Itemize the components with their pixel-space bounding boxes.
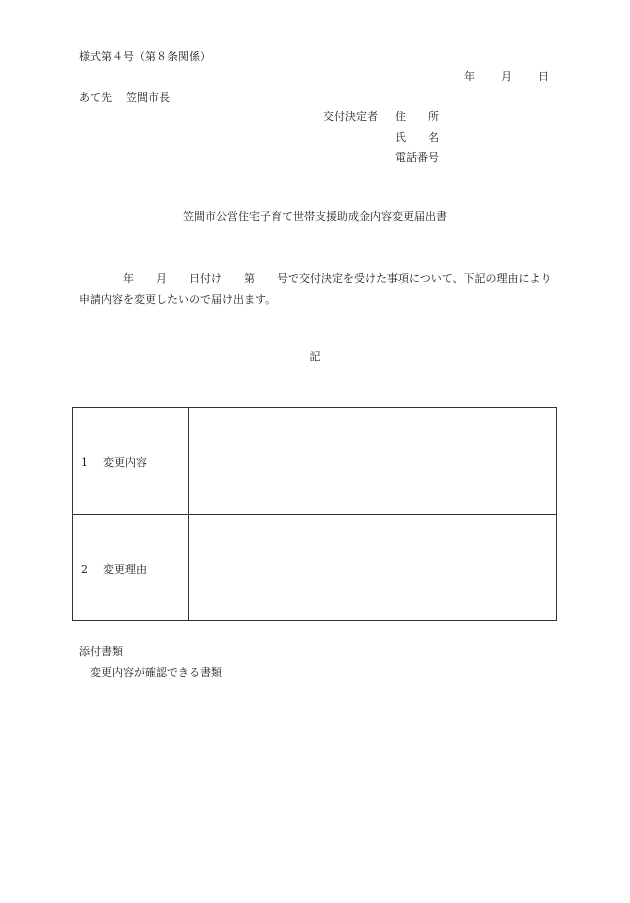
table-row-number: 1 <box>81 456 88 469</box>
name-label-char-2: 名 <box>428 131 439 144</box>
body-number-prefix: 第 <box>244 272 255 285</box>
change-reason-field[interactable] <box>189 515 556 621</box>
body-month: 月 <box>156 272 167 285</box>
body-year: 年 <box>123 272 134 285</box>
table-row-label-text: 変更内容 <box>103 456 147 469</box>
document-title: 笠間市公営住宅子育て世帯支援助成金内容変更届出書 <box>183 210 447 223</box>
name-label <box>395 131 439 145</box>
date-day: 日 <box>538 70 549 83</box>
change-content-field[interactable] <box>189 408 556 514</box>
body-date-suffix: 日付け <box>189 272 222 285</box>
record-table <box>72 407 557 621</box>
applicant-label: 交付決定者 <box>323 110 378 123</box>
addressee-name: 笠間市長 <box>126 91 170 104</box>
address-label-char-2: 所 <box>428 110 439 123</box>
date-year: 年 <box>464 70 475 83</box>
name-label-char-1: 氏 <box>395 131 406 144</box>
addressee <box>79 91 170 105</box>
table-row-change-content <box>73 408 556 515</box>
address-label <box>395 110 439 124</box>
attachments-heading: 添付書類 <box>79 645 123 658</box>
body-text: 号で交付決定を受けた事項について、下記の理由により申請内容を変更したいので届け出ます。 <box>79 272 552 306</box>
table-row-label <box>81 454 147 470</box>
table-row-change-reason <box>73 515 556 621</box>
table-row-label-text: 変更理由 <box>103 563 147 576</box>
form-number: 様式第４号（第８条関係） <box>79 50 211 63</box>
table-row-number: 2 <box>81 563 88 576</box>
ki-heading: 記 <box>309 350 321 363</box>
attachment-item: 変更内容が確認できる書類 <box>90 666 222 679</box>
date-line <box>464 70 549 84</box>
date-month: 月 <box>501 70 512 83</box>
addressee-prefix: あて先 <box>79 91 112 104</box>
table-row-label <box>81 561 147 577</box>
address-label-char-1: 住 <box>395 110 406 123</box>
phone-label: 電話番号 <box>395 151 439 164</box>
body-paragraph <box>79 268 554 310</box>
